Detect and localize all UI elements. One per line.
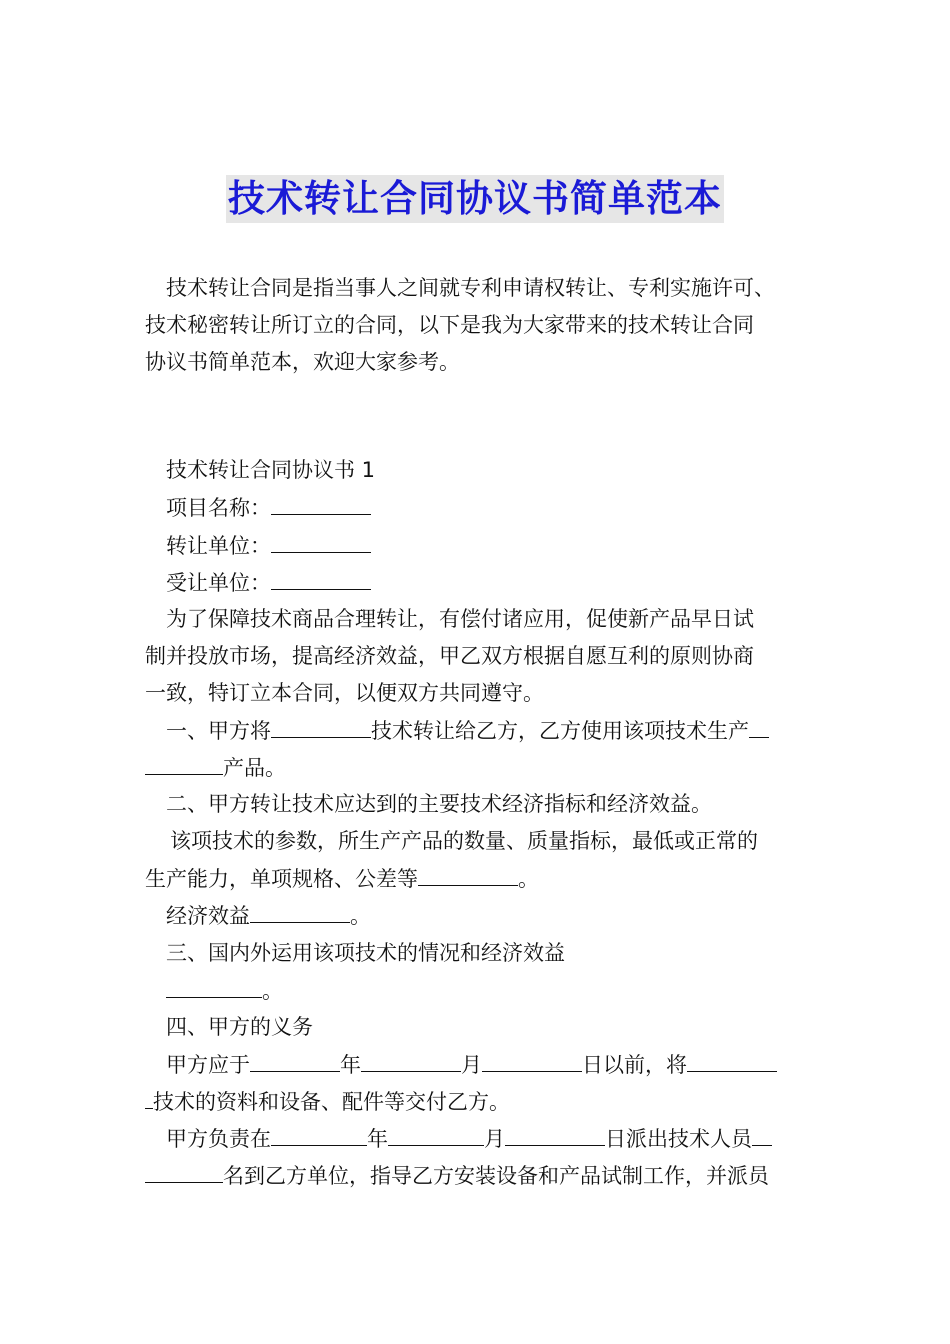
domestic-foreign-blank — [166, 975, 262, 998]
year-label: 年 — [340, 1053, 361, 1077]
purpose-line-1: 为了保障技术商品合理转让，有偿付诸应用，促使新产品早日试 — [166, 607, 754, 631]
month-label: 月 — [484, 1127, 505, 1151]
economic-benefit-blank — [250, 900, 350, 923]
article-2-line-2 — [145, 863, 539, 894]
technology-name-blank — [687, 1049, 777, 1072]
duty-1-text: 技术的资料和设备、配件等交付乙方。 — [153, 1090, 510, 1114]
intro-line-1: 技术转让合同是指当事人之间就专利申请权转让、专利实施许可、 — [166, 276, 775, 300]
send-year-blank — [271, 1123, 367, 1146]
article-2-heading: 二、甲方转让技术应达到的主要技术经济指标和经济效益。 — [166, 792, 712, 816]
transferee-blank — [271, 567, 371, 590]
purpose-line-2: 制并投放市场，提高经济效益，甲乙双方根据自愿互利的原则协商 — [145, 644, 754, 668]
duty-2-label: 甲方负责在 — [166, 1127, 271, 1151]
purpose-line-3: 一致，特订立本合同，以便双方共同遵守。 — [145, 681, 544, 705]
title-wrap — [0, 175, 950, 223]
article-1-text: 技术转让给乙方，乙方使用该项技术生产 — [371, 719, 749, 743]
staff-count-blank-end — [145, 1160, 223, 1183]
transferee-row — [166, 567, 371, 598]
article-4-heading: 四、甲方的义务 — [166, 1015, 313, 1039]
month-label: 月 — [461, 1053, 482, 1077]
period: 。 — [350, 904, 371, 928]
article-2-line-1: 该项技术的参数，所生产产品的数量、质量指标，最低或正常的 — [170, 829, 758, 853]
staff-count-blank-start — [752, 1123, 772, 1146]
article-2-text: 生产能力，单项规格、公差等 — [145, 867, 418, 891]
project-name-row — [166, 492, 371, 523]
period: 。 — [518, 867, 539, 891]
article-1-label: 一、甲方将 — [166, 719, 271, 743]
year-blank — [250, 1049, 340, 1072]
project-name-label: 项目名称： — [166, 496, 271, 520]
product-blank-start — [749, 715, 769, 738]
day-before-label: 日以前，将 — [582, 1053, 687, 1077]
send-month-blank — [388, 1123, 484, 1146]
technology-name-blank-end — [145, 1086, 153, 1109]
month-blank — [361, 1049, 461, 1072]
technology-blank — [271, 715, 371, 738]
duty-1-label: 甲方应于 — [166, 1053, 250, 1077]
contract-heading: 技术转让合同协议书 1 — [166, 458, 376, 482]
duty-2-text: 名到乙方单位，指导乙方安装设备和产品试制工作，并派员 — [223, 1164, 769, 1188]
economic-benefit-row — [166, 900, 371, 931]
article-1-line-2 — [145, 752, 286, 783]
article-3-heading: 三、国内外运用该项技术的情况和经济效益 — [166, 941, 565, 965]
article-3-line-2 — [166, 975, 283, 1006]
product-blank-end — [145, 752, 223, 775]
transferor-blank — [271, 530, 371, 553]
intro-line-3: 协议书简单范本，欢迎大家参考。 — [145, 350, 460, 374]
page-title: 技术转让合同协议书简单范本 — [226, 175, 724, 223]
transferor-label: 转让单位： — [166, 534, 271, 558]
transferee-label: 受让单位： — [166, 571, 271, 595]
duty-2-line-1 — [166, 1123, 772, 1154]
period: 。 — [262, 979, 283, 1003]
year-label: 年 — [367, 1127, 388, 1151]
send-day-blank — [505, 1123, 605, 1146]
economic-benefit-label: 经济效益 — [166, 904, 250, 928]
article-1-end: 产品。 — [223, 756, 286, 780]
intro-line-2: 技术秘密转让所订立的合同，以下是我为大家带来的技术转让合同 — [145, 313, 754, 337]
duty-1-line-1 — [166, 1049, 777, 1080]
day-blank — [482, 1049, 582, 1072]
duty-1-line-2 — [145, 1086, 510, 1117]
day-send-label: 日派出技术人员 — [605, 1127, 752, 1151]
transferor-row — [166, 530, 371, 561]
tolerance-blank — [418, 863, 518, 886]
project-name-blank — [271, 492, 371, 515]
article-1-line-1 — [166, 715, 769, 746]
duty-2-line-2 — [145, 1160, 769, 1191]
